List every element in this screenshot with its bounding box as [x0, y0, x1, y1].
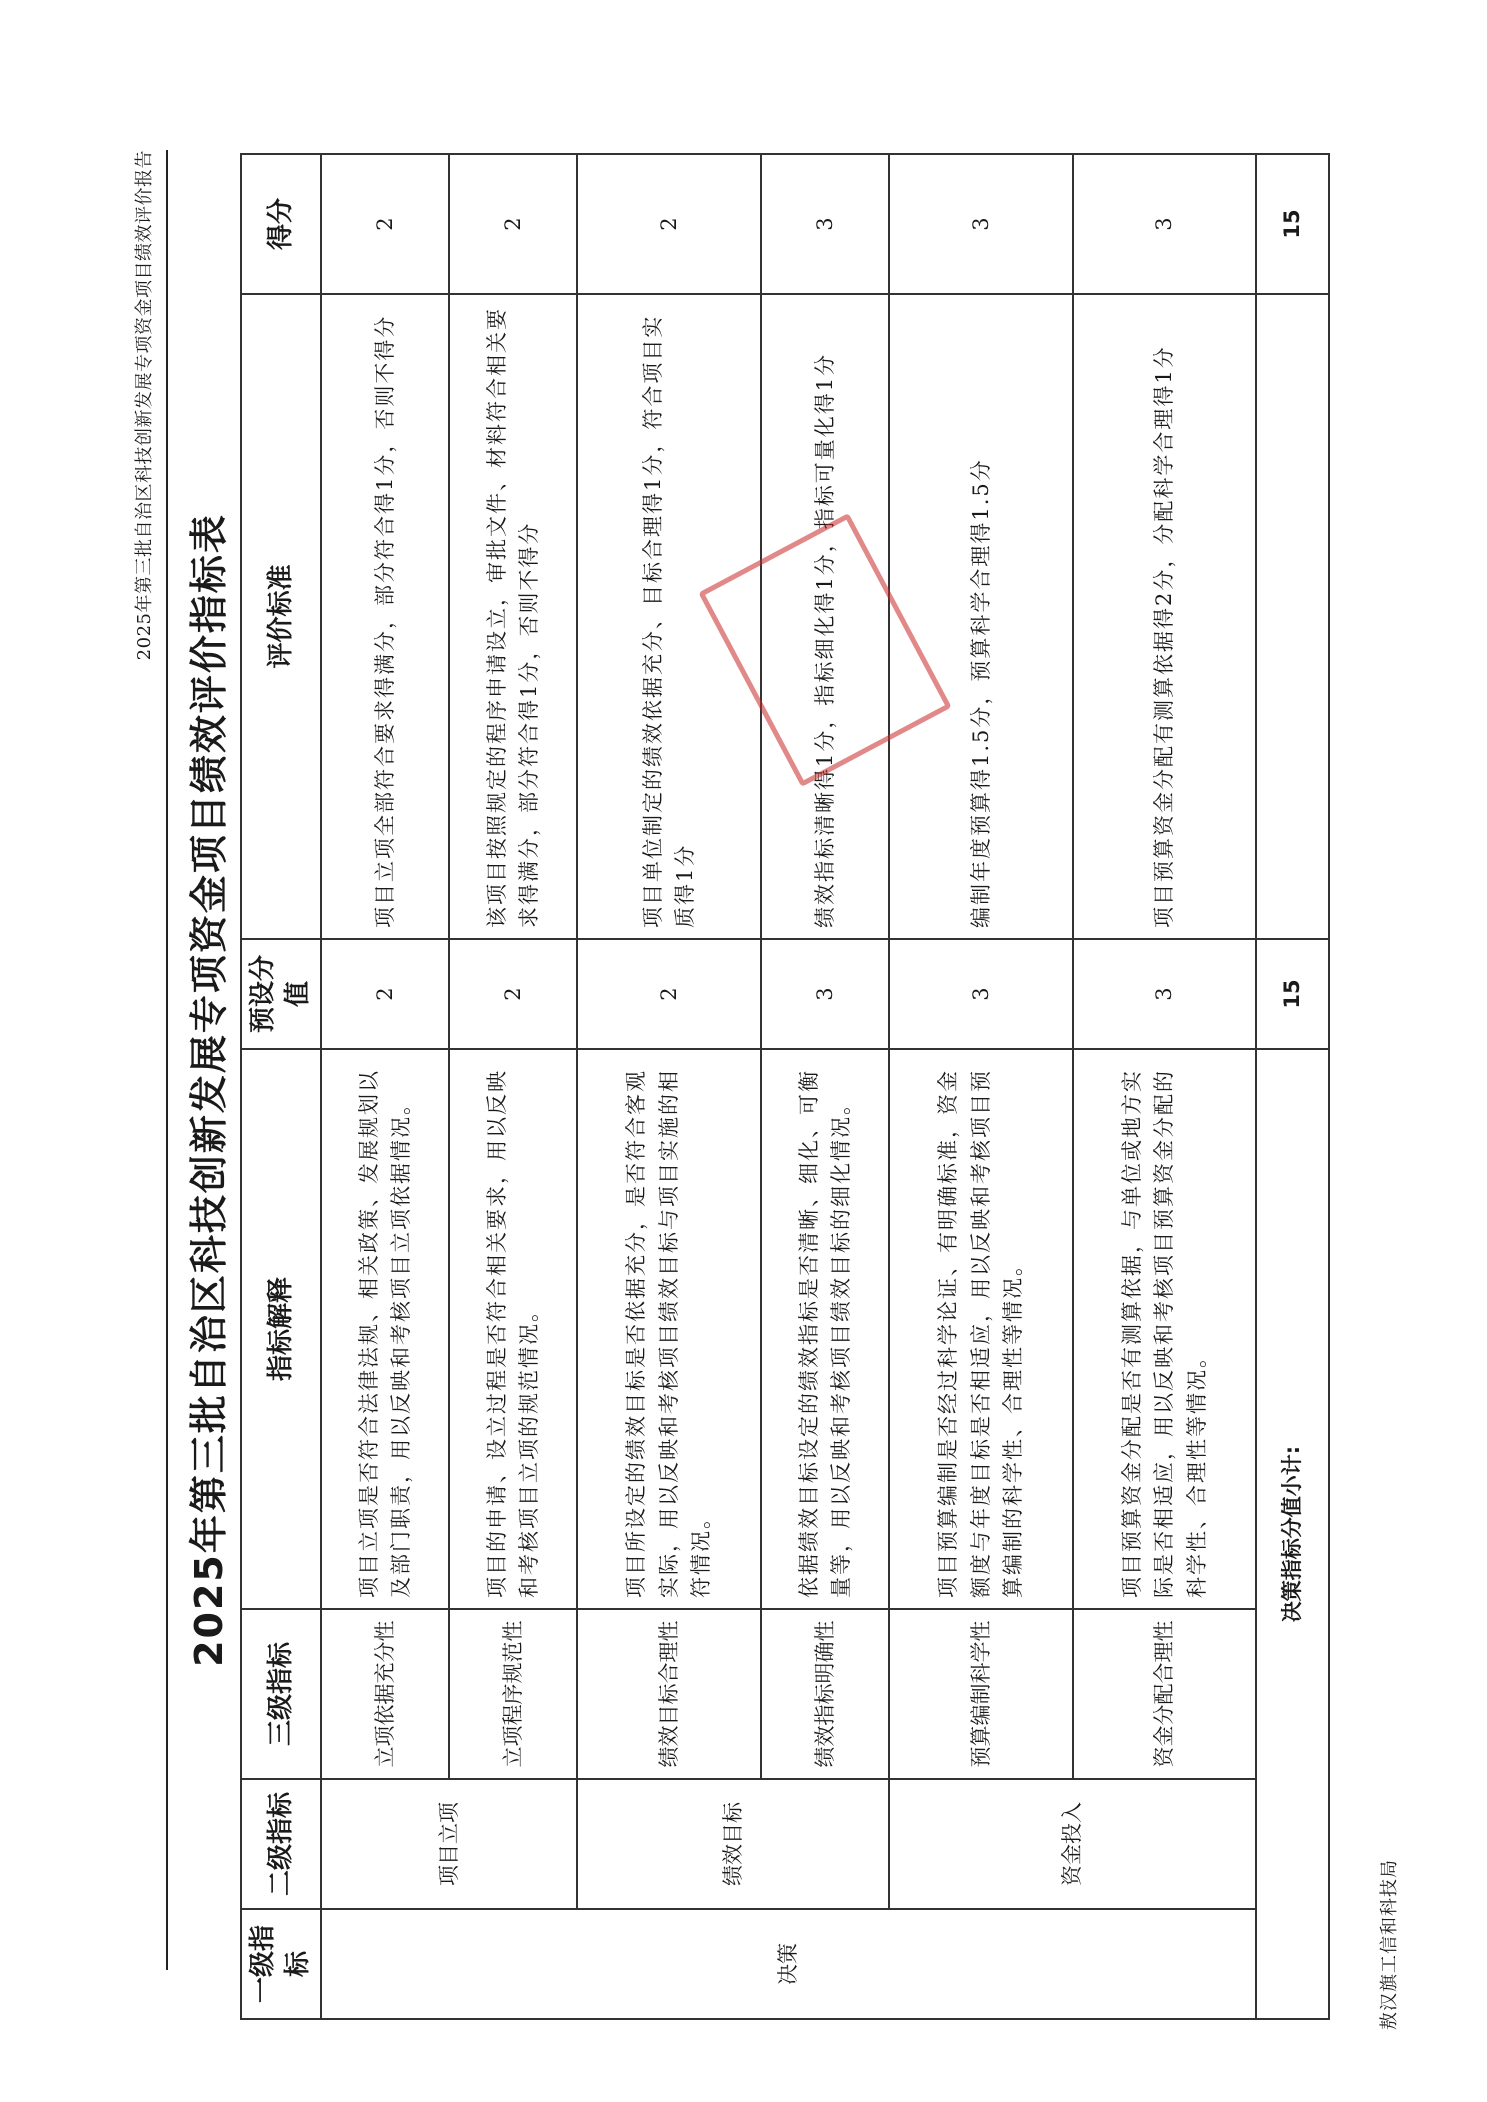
level1-cell: 决策	[321, 1909, 1256, 2019]
preset-cell: 3	[889, 939, 1073, 1049]
header-criteria: 评价标准	[241, 294, 321, 939]
explanation-cell: 依据绩效目标设定的绩效指标是否清晰、细化、可衡量等，用以反映和考核项目绩效目标的细化情况。	[761, 1049, 889, 1609]
criteria-cell: 绩效指标清晰得1分，指标细化得1分，指标可量化得1分	[761, 294, 889, 939]
score-cell: 2	[321, 154, 449, 294]
score-cell: 2	[449, 154, 577, 294]
level2-cell: 资金投入	[889, 1779, 1256, 1909]
header-explanation: 指标解释	[241, 1049, 321, 1609]
subtotal-score: 15	[1256, 154, 1329, 294]
explanation-cell: 项目立项是否符合法律法规、相关政策、发展规划以及部门职责，用以反映和考核项目立项依据情况。	[321, 1049, 449, 1609]
criteria-cell: 编制年度预算得1.5分，预算科学合理得1.5分	[889, 294, 1073, 939]
explanation-cell: 项目预算编制是否经过科学论证、有明确标准，资金额度与年度目标是否相适应，用以反映和考核项目预算编制的科学性、合理性等情况。	[889, 1049, 1073, 1609]
level3-cell: 立项依据充分性	[321, 1609, 449, 1779]
score-cell: 3	[761, 154, 889, 294]
explanation-cell: 项目预算资金分配是否有测算依据，与单位或地方实际是否相适应，用以反映和考核项目预算资金分配的科学性、合理性等情况。	[1073, 1049, 1257, 1609]
preset-cell: 3	[761, 939, 889, 1049]
rotated-page-content	[130, 150, 1420, 2030]
subtotal-row	[1256, 154, 1329, 2019]
table-row	[321, 154, 449, 2019]
table-row	[577, 154, 761, 2019]
criteria-cell: 该项目按照规定的程序申请设立，审批文件、材料符合相关要求得满分，部分符合得1分，否则不得分	[449, 294, 577, 939]
table-row	[889, 154, 1073, 2019]
subtotal-label: 决策指标分值小计:	[1256, 1049, 1329, 2019]
score-cell: 2	[577, 154, 761, 294]
table-row	[449, 154, 577, 2019]
level3-cell: 绩效指标明确性	[761, 1609, 889, 1779]
preset-cell: 3	[1073, 939, 1257, 1049]
criteria-cell: 项目立项全部符合要求得满分，部分符合得1分，否则不得分	[321, 294, 449, 939]
criteria-cell: 项目单位制定的绩效依据充分、目标合理得1分，符合项目实质得1分	[577, 294, 761, 939]
header-level1: 一级指标	[241, 1909, 321, 2019]
level3-cell: 立项程序规范性	[449, 1609, 577, 1779]
level2-cell: 绩效目标	[577, 1779, 889, 1909]
header-level3: 三级指标	[241, 1609, 321, 1779]
explanation-cell: 项目的申请、设立过程是否符合相关要求，用以反映和考核项目立项的规范情况。	[449, 1049, 577, 1609]
header-score: 得分	[241, 154, 321, 294]
score-cell: 3	[889, 154, 1073, 294]
table-title: 2025年第三批自治区科技创新发展专项资金项目绩效评价指标表	[187, 513, 231, 1667]
level3-cell: 绩效目标合理性	[577, 1609, 761, 1779]
table-row	[1073, 154, 1257, 2019]
level3-cell: 资金分配合理性	[1073, 1609, 1257, 1779]
explanation-cell: 项目所设定的绩效目标是否依据充分，是否符合客观实际，用以反映和考核项目绩效目标与项目实施的相符情况。	[577, 1049, 761, 1609]
report-header: 2025年第三批自治区科技创新发展专项资金项目绩效评价报告	[134, 150, 155, 661]
header-divider	[166, 150, 168, 1970]
table-header-row	[241, 154, 321, 2019]
criteria-cell: 项目预算资金分配有测算依据得2分，分配科学合理得1分	[1073, 294, 1257, 939]
table-row	[761, 154, 889, 2019]
subtotal-criteria-blank	[1256, 294, 1329, 939]
organization-footer: 敖汉旗工信和科技局	[1379, 1859, 1400, 2030]
preset-cell: 2	[321, 939, 449, 1049]
preset-cell: 2	[577, 939, 761, 1049]
subtotal-preset: 15	[1256, 939, 1329, 1049]
header-level2: 二级指标	[241, 1779, 321, 1909]
header-preset-score: 预设分值	[241, 939, 321, 1049]
preset-cell: 2	[449, 939, 577, 1049]
score-cell: 3	[1073, 154, 1257, 294]
level2-cell: 项目立项	[321, 1779, 577, 1909]
evaluation-table	[240, 153, 1330, 2020]
level3-cell: 预算编制科学性	[889, 1609, 1073, 1779]
